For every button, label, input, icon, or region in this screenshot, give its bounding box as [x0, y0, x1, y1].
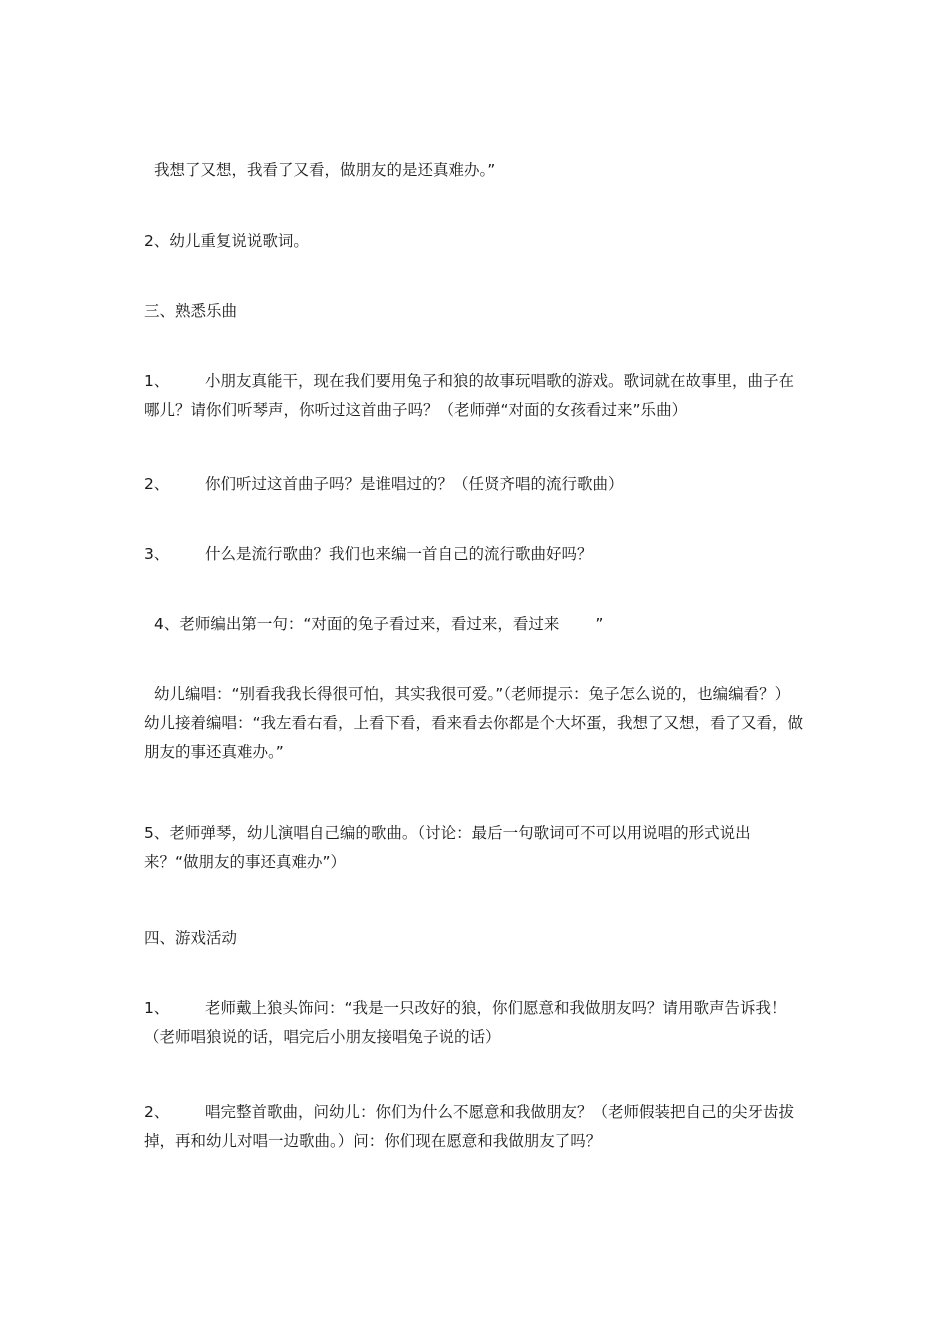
paragraph-text: 我想了又想，我看了又看，做朋友的是还真难办。”: [154, 161, 496, 179]
section-heading-3: [144, 297, 804, 326]
paragraph-section3-item-4: [144, 610, 814, 639]
list-number: 2、: [144, 475, 170, 493]
paragraph-text: 小朋友真能干，现在我们要用兔子和狼的故事玩唱歌的游戏。歌词就在故事里，曲子在哪儿？请你们听琴声，你听过这首曲子吗？（老师弹“对面的女孩看过来”乐曲）: [144, 372, 795, 419]
list-number: 1、: [144, 372, 170, 390]
paragraph-step-2: [144, 227, 804, 256]
paragraph-text: 4、老师编出第一句：“对面的兔子看过来，看过来，看过来: [154, 615, 560, 633]
paragraph-section3-item-1: [144, 367, 804, 425]
heading-text: 三、熟悉乐曲: [144, 302, 238, 320]
heading-text: 四、游戏活动: [144, 929, 238, 947]
list-number: 3、: [144, 545, 170, 563]
paragraph-text: 你们听过这首曲子吗？是谁唱过的？（任贤齐唱的流行歌曲）: [205, 475, 624, 493]
paragraph-text: 老师戴上狼头饰问：“我是一只改好的狼，你们愿意和我做朋友吗？请用歌声告诉我！（老师唱狼说的话，唱完后小朋友接唱兔子说的话）: [144, 999, 787, 1046]
paragraph-child-lyrics: [144, 680, 804, 767]
paragraph-text: 2、幼儿重复说说歌词。: [144, 232, 309, 250]
paragraph-text: 5、老师弹琴，幼儿演唱自己编的歌曲。（讨论：最后一句歌词可不可以用说唱的形式说出来？“做朋友的事还真难办”）: [144, 824, 751, 871]
paragraph-text: 唱完整首歌曲，问幼儿：你们为什么不愿意和我做朋友？（老师假装把自己的尖牙齿拔掉，再和幼儿对唱一边歌曲。）问：你们现在愿意和我做朋友了吗？: [144, 1103, 795, 1150]
paragraph-text: 幼儿编唱：“别看我我长得很可怕，其实我很可爱。”（老师提示：兔子怎么说的，也编编看？）幼儿接着编唱：“我左看右看，上看下看，看来看去你都是个大坏蛋，我想了又想，看了又看，做朋友的事还真难办。”: [144, 685, 804, 761]
closing-quote: ”: [595, 615, 604, 633]
paragraph-section3-item-3: [144, 540, 804, 569]
section-heading-4: [144, 924, 804, 953]
list-number: 2、: [144, 1103, 170, 1121]
paragraph-section4-item-1: [144, 994, 804, 1052]
paragraph-section3-item-2: [144, 470, 804, 499]
list-number: 1、: [144, 999, 170, 1017]
paragraph-section3-item-5: [144, 819, 804, 877]
paragraph-section4-item-2: [144, 1098, 804, 1156]
paragraph-text: 什么是流行歌曲？我们也来编一首自己的流行歌曲好吗？: [205, 545, 593, 563]
paragraph-lyrics-end: [144, 156, 814, 185]
